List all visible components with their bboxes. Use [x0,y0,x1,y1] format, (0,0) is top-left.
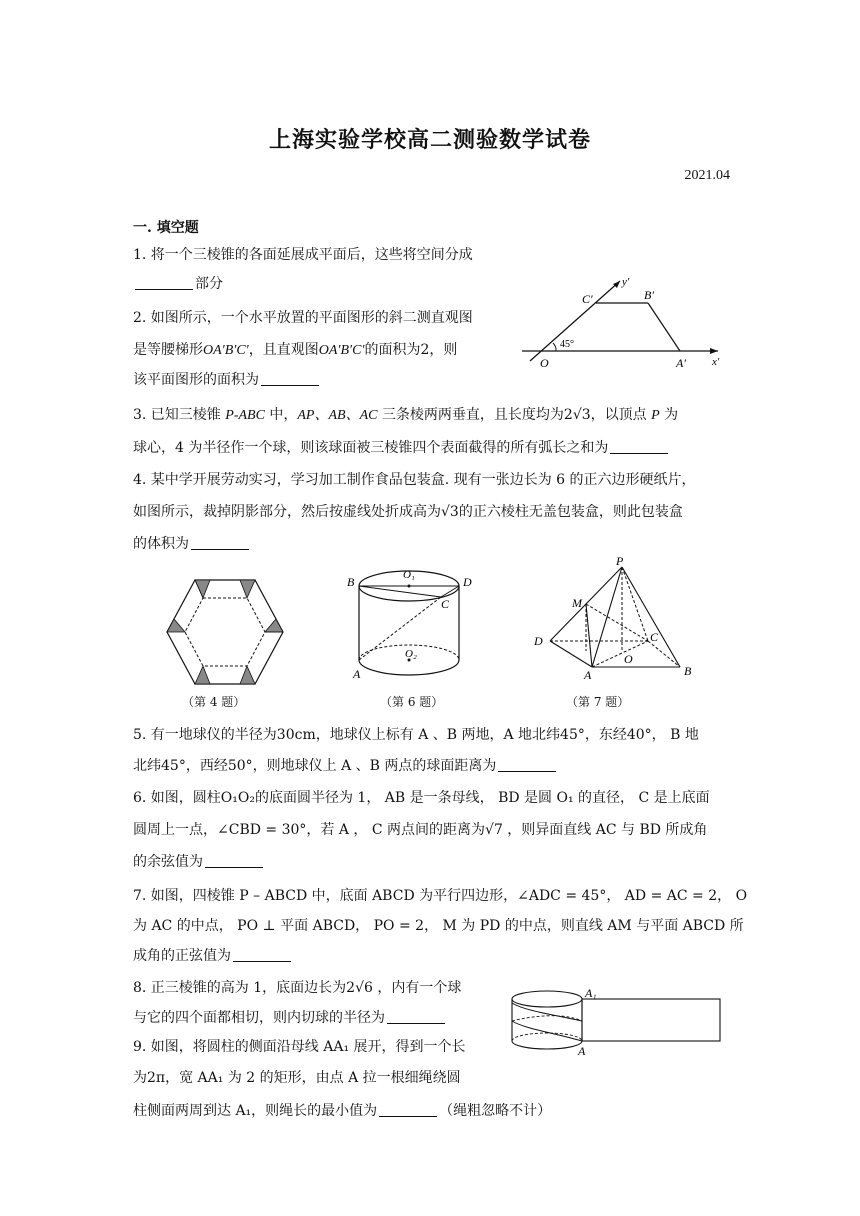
q2-line1: 2. 如图所示，一个水平放置的平面图形的斜二测直观图 [133,310,473,326]
q2-text-c: 的面积为2，则 [364,342,458,358]
answer-blank [379,1102,437,1117]
caption-q6: （第 6 题） [380,695,444,709]
cylinder-figure-q6 [345,560,475,686]
q3-text-c: 三条棱两两垂直，且长度均为2√3，以顶点 [377,407,652,423]
q4-line3-text: 的体积为 [133,536,189,552]
exam-date: 2021.04 [684,168,730,183]
pyramid-figure-q7 [530,555,710,683]
fig-label: A′ [676,356,686,370]
q4-line2: 如图所示，裁掉阴影部分，然后按虚线处折成高为√3的正六棱柱无盖包装盒，则此包装盒 [133,504,683,520]
q1-line2 [133,274,223,294]
q3-text-d: 为 [659,407,679,423]
q1-line1: 1. 将一个三棱锥的各面延展成平面后，这些将空间分成 [133,247,473,263]
fig-label: O₂ [405,648,417,660]
fig-label: C′ [582,292,593,306]
q9-note: （绳粗忽略不计） [439,1103,552,1119]
fig-label: B′ [644,288,654,302]
q5-line2 [133,756,558,776]
answer-blank [135,275,193,290]
fig-label: A [584,668,592,682]
q6-line1: 6. 如图，圆柱O₁O₂的底面圆半径为 1， AB 是一条母线， BD 是圆 O₁ 的直径， C 是上底面 [133,790,710,806]
answer-blank [233,947,291,962]
q7-line2: 为 AC 的中点， PO ⊥ 平面 ABCD， PO = 2， M 为 PD 的中点，则直线 AM 与平面 ABCD 所 [133,918,744,934]
trapezoid-figure [520,275,730,375]
q4-line1: 4. 某中学开展劳动实习，学习加工制作食品包装盒. 现有一张边长为 6 的正六边形硬纸片， [133,472,696,488]
fig-label: O [624,652,633,666]
q3-line2-text: 球心，4 为半径作一个球，则该球面被三棱锥四个表面截得的所有弧长之和为 [133,440,609,456]
fig-label: O [540,356,549,370]
hexagon-figure [165,578,285,686]
fig-label: A [578,1044,586,1058]
q2-line3-text: 该平面图形的面积为 [133,372,259,388]
answer-blank [610,439,668,454]
q2-var2: OA′B′C′ [318,343,365,358]
fig-label: C [650,630,659,644]
section-title: 一. 填空题 [133,220,199,236]
fig-label: 45° [560,339,574,350]
q9-line2: 为2π，宽 AA₁ 为 2 的矩形，由点 A 拉一根细绳绕圆 [133,1070,461,1086]
answer-blank [205,853,263,868]
fig-label: B [347,575,355,589]
q3-text-a: 3. 已知三棱锥 [133,407,226,423]
fig-label: A₁ [585,986,597,1000]
q2-line2 [133,340,457,361]
q6-line2: 圆周上一点，∠CBD = 30°，若 A ， C 两点间的距离为√7 ，则异面直线 AC 与 BD 所成角 [133,822,708,838]
q5-line2-text: 北纬45°，西经50°，则地球仪上 A 、B 两点的球面距离为 [133,758,497,774]
q4-line3 [133,534,251,554]
fig-label: C [441,597,450,611]
answer-blank [387,1009,445,1024]
q9-line3-text: 柱侧面两周到达 A₁，则绳长的最小值为 [133,1103,378,1119]
fig-label: x′ [712,356,720,368]
q6-line3-text: 的余弦值为 [133,854,203,870]
q1-suffix: 部分 [195,276,223,292]
q2-line3 [133,370,321,390]
fig-label: y′ [622,276,630,288]
fig-label: A [353,667,361,681]
answer-blank [261,371,319,386]
q8-line1: 8. 正三棱锥的高为 1，底面边长为2√6 ，内有一个球 [133,980,462,996]
q9-line3 [133,1101,551,1121]
q7-line1: 7. 如图，四棱锥 P – ABCD 中，底面 ABCD 为平行四边形，∠ADC = 45°， AD = AC = 2， O [133,888,748,904]
caption-q7: （第 7 题） [566,695,630,709]
q7-line3-text: 成角的正弦值为 [133,948,231,964]
fig-label: B [684,664,692,678]
page-title: 上海实验学校高二测验数学试卷 [268,127,591,153]
q3-pabc: P-ABC [225,408,265,423]
q5-line1: 5. 有一地球仪的半径为30cm，地球仪上标有 A 、B 两地，A 地北纬45°，东经40°， B 地 [133,727,699,743]
q9-line1: 9. 如图，将圆柱的侧面沿母线 AA₁ 展开，得到一个长 [133,1039,466,1055]
q2-text-b: ，且直观图 [248,342,319,358]
caption-q4: （第 4 题） [182,695,246,709]
q3-line2 [133,438,670,458]
q3-text-b: 中， [264,407,298,423]
q3-line1 [133,405,678,426]
cylinder-figure-q9 [505,985,730,1060]
q2-text-a: 是等腰梯形 [133,342,203,358]
q3-p: P [651,408,660,423]
fig-label: O₁ [403,569,415,581]
fig-label: D [463,575,472,589]
q2-var1: OA′B′C′ [203,343,249,358]
fig-label: P [616,555,624,568]
answer-blank [498,757,556,772]
answer-blank [191,535,249,550]
q7-line3 [133,946,293,966]
q8-line2 [133,1008,447,1028]
fig-label: D [534,634,543,648]
fig-label: M [572,596,582,610]
q6-line3 [133,852,265,872]
q8-line2-text: 与它的四个面都相切，则内切球的半径为 [133,1010,385,1026]
q3-edges: AP、AB、AC [297,408,378,423]
